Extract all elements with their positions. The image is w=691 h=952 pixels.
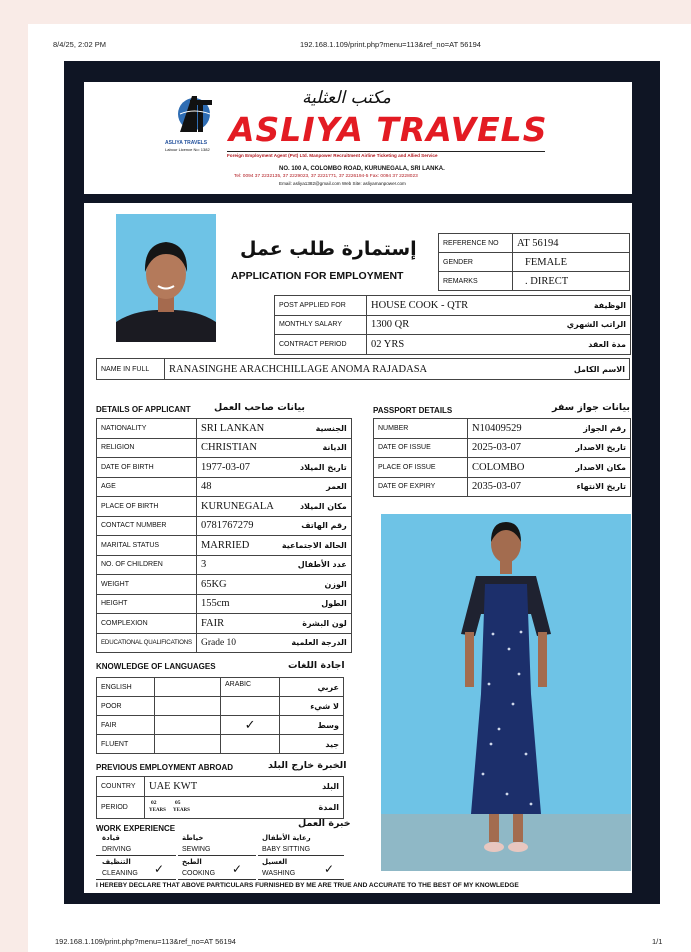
work-item-washing [258, 858, 344, 880]
name-label: NAME IN FULL [97, 359, 165, 380]
passport-table [373, 418, 631, 497]
passport-row [374, 419, 631, 439]
contract-label: CONTRACT PERIOD [275, 335, 367, 355]
age-label: AGE [97, 477, 197, 497]
height-arabic: الطول [278, 594, 351, 614]
nationality-label: NATIONALITY [97, 419, 197, 439]
salary-value: 1300 QR [367, 315, 528, 335]
sewing-arabic: خياطة [182, 834, 204, 842]
period-value-2: 05 [175, 800, 181, 806]
print-url: 192.168.1.109/print.php?menu=113&ref_no=AT 56194 [300, 40, 481, 49]
washing-label: WASHING [262, 870, 296, 877]
height-label: HEIGHT [97, 594, 197, 614]
country-label: COUNTRY [97, 777, 145, 797]
company-phones: Tel: 0094 37 2232135, 37 2229023, 37 2221771, 37 2226194-5 Fax: 0094 37 2228023 [234, 174, 418, 179]
period-arabic: المدة [276, 797, 343, 819]
religion-arabic: الديانة [278, 438, 351, 458]
reference-table [438, 233, 630, 291]
cleaning-arabic: التنظيف [102, 858, 131, 866]
detail-row [97, 633, 352, 653]
washing-check-mark: ✓ [324, 862, 335, 876]
dob-arabic: تاريخ الميلاد [278, 458, 351, 478]
applicant-full-body-photo [381, 514, 631, 871]
children-label: NO. OF CHILDREN [97, 555, 197, 575]
employment-table [96, 776, 344, 819]
nationality-arabic: الجنسية [278, 419, 351, 439]
complexion-value: FAIR [196, 614, 277, 634]
applicant-section-title-arabic: بيانات صاحب العمل [214, 402, 305, 413]
fluent-check [221, 735, 280, 754]
work-section-title-arabic: خبرة العمل [298, 818, 351, 829]
work-item-sewing [178, 834, 256, 856]
reference-no-value: AT 56194 [513, 234, 630, 253]
baby-sitting-arabic: رعاية الأطفال [262, 834, 311, 842]
company-header [84, 82, 632, 194]
languages-table [96, 677, 344, 754]
work-experience-grid [96, 834, 344, 880]
contact-label: CONTACT NUMBER [97, 516, 197, 536]
work-item-baby-sitting [258, 834, 344, 856]
english-column: ENGLISH [97, 678, 155, 697]
birthplace-arabic: مكان الميلاد [278, 497, 351, 517]
passport-row [374, 458, 631, 478]
age-value: 48 [196, 477, 277, 497]
expiry-arabic: تاريخ الانتهاء [550, 477, 630, 497]
company-address: NO. 100 A, COLOMBO ROAD, KURUNEGALA, SRI LANKA. [279, 166, 445, 172]
education-label: EDUCATIONAL QUALIFICATIONS [97, 633, 197, 653]
cleaning-check-mark: ✓ [154, 862, 165, 876]
form-title-arabic: إستمارة طلب عمل [240, 238, 417, 260]
applicant-portrait-photo [116, 214, 216, 342]
fair-label: FAIR [97, 716, 155, 735]
salary-row [275, 315, 631, 335]
education-arabic: الدرجة العلمية [278, 633, 351, 653]
employment-section-title: PREVIOUS EMPLOYMENT ABROAD [96, 763, 234, 772]
birthplace-label: PLACE OF BIRTH [97, 497, 197, 517]
remarks-value: . DIRECT [513, 272, 630, 291]
children-value: 3 [196, 555, 277, 575]
marital-arabic: الحالة الاجتماعية [278, 536, 351, 556]
language-header-row [97, 678, 344, 697]
passport-section-title: PASSPORT DETAILS [373, 406, 453, 415]
licence-number: Labour Licence No: 1382 [165, 147, 210, 152]
arabic-column: ARABIC [221, 678, 280, 697]
children-arabic: عدد الأطفال [278, 555, 351, 575]
gender-row [439, 253, 630, 272]
passport-section-title-arabic: بيانات جواز سفر [552, 402, 630, 413]
sewing-label: SEWING [182, 846, 211, 853]
work-item-cleaning [96, 858, 176, 880]
height-value: 155cm [196, 594, 277, 614]
name-row [97, 359, 630, 380]
period-label: PERIOD [97, 797, 145, 819]
contract-value: 02 YRS [367, 335, 528, 355]
dob-value: 1977-03-07 [196, 458, 277, 478]
company-name: ASLIYA TRAVELS [229, 110, 548, 149]
marital-value: MARRIED [196, 536, 277, 556]
driving-arabic: قيادة [102, 834, 120, 842]
contact-value: 0781767279 [196, 516, 277, 536]
company-tagline: Foreign Employment Agent (Pvt) Ltd. Manpower Recruitment Airline Ticketing and Allied Service [227, 153, 438, 158]
language-row [97, 697, 344, 716]
complexion-arabic: لون البشرة [278, 614, 351, 634]
expiry-label: DATE OF EXPIRY [374, 477, 468, 497]
applicant-table [96, 418, 352, 653]
gender-label: GENDER [439, 253, 513, 272]
name-value: RANASINGHE ARACHCHILLAGE ANOMA RAJADASA [165, 359, 545, 380]
applicant-section-title: DETAILS OF APPLICANT [96, 405, 191, 414]
complexion-label: COMPLEXION [97, 614, 197, 634]
weight-label: WEIGHT [97, 575, 197, 595]
name-table [96, 358, 630, 380]
poor-check [221, 697, 280, 716]
remarks-label: REMARKS [439, 272, 513, 291]
logo-caption: ASLIYA TRAVELS [165, 140, 208, 146]
issue-date-value: 2025-03-07 [468, 438, 551, 458]
fair-check-mark: ✓ [221, 716, 280, 735]
issue-place-label: PLACE OF ISSUE [374, 458, 468, 478]
dob-label: DATE OF BIRTH [97, 458, 197, 478]
detail-row [97, 575, 352, 595]
passport-number-arabic: رقم الجواز [550, 419, 630, 439]
issue-date-label: DATE OF ISSUE [374, 438, 468, 458]
period-unit-1: YEARS [149, 808, 166, 813]
cleaning-label: CLEANING [102, 870, 138, 877]
salary-label: MONTHLY SALARY [275, 315, 367, 335]
footer-url: 192.168.1.109/print.php?menu=113&ref_no=AT 56194 [55, 937, 236, 946]
washing-arabic: الغسيل [262, 858, 288, 866]
salary-arabic: الراتب الشهري [527, 315, 630, 335]
contact-arabic: رقم الهاتف [278, 516, 351, 536]
languages-section-title: KNOWLEDGE OF LANGUAGES [96, 662, 216, 671]
post-table [274, 295, 631, 355]
work-item-driving [96, 834, 176, 856]
languages-section-title-arabic: اجادة اللغات [288, 660, 345, 671]
post-label: POST APPLIED FOR [275, 296, 367, 316]
contract-arabic: مدة العقد [527, 335, 630, 355]
remarks-row [439, 272, 630, 291]
print-datetime: 8/4/25, 2:02 PM [53, 40, 106, 49]
detail-row [97, 419, 352, 439]
name-arabic: الاسم الكامل [545, 359, 630, 380]
language-row [97, 716, 344, 735]
post-arabic: الوظيفة [527, 296, 630, 316]
work-item-cooking [178, 858, 256, 880]
detail-row [97, 438, 352, 458]
company-email: Email: asliya1382@gmail.com Web Site: asliyamanpower.com [279, 181, 406, 186]
detail-row [97, 594, 352, 614]
passport-row [374, 438, 631, 458]
work-section-title: WORK EXPERIENCE [96, 824, 176, 833]
birthplace-value: KURUNEGALA [196, 497, 277, 517]
declaration: I HEREBY DECLARE THAT ABOVE PARTICULARS FURNISHED BY ME ARE TRUE AND ACCURATE TO THE BEST OF MY KNOWLEDGE [96, 882, 519, 889]
passport-row [374, 477, 631, 497]
cooking-check-mark: ✓ [232, 862, 243, 876]
poor-arabic: لا شيء [280, 697, 344, 716]
country-row [97, 777, 344, 797]
period-values [145, 797, 277, 819]
period-value-1: 02 [151, 800, 157, 806]
cooking-arabic: الطبخ [182, 858, 202, 866]
detail-row [97, 458, 352, 478]
post-value: HOUSE COOK - QTR [367, 296, 528, 316]
expiry-value: 2035-03-07 [468, 477, 551, 497]
detail-row [97, 516, 352, 536]
fluent-label: FLUENT [97, 735, 155, 754]
baby-sitting-label: BABY SITTING [262, 846, 311, 853]
marital-label: MARITAL STATUS [97, 536, 197, 556]
nationality-value: SRI LANKAN [196, 419, 277, 439]
employment-section-title-arabic: الخبرة خارج البلد [268, 760, 347, 771]
issue-date-arabic: تاريخ الاصدار [550, 438, 630, 458]
poor-label: POOR [97, 697, 155, 716]
detail-row [97, 614, 352, 634]
language-row [97, 735, 344, 754]
weight-arabic: الوزن [278, 575, 351, 595]
detail-row [97, 555, 352, 575]
passport-number-value: N10409529 [468, 419, 551, 439]
post-row [275, 296, 631, 316]
header-divider [227, 151, 545, 152]
issue-place-value: COLOMBO [468, 458, 551, 478]
period-row [97, 797, 344, 819]
country-value: UAE KWT [145, 777, 277, 797]
education-value: Grade 10 [196, 633, 277, 653]
company-logo [170, 92, 214, 136]
contract-row [275, 335, 631, 355]
gender-value: FEMALE [513, 253, 630, 272]
detail-row [97, 497, 352, 517]
fair-arabic: وسط [280, 716, 344, 735]
arabic-column-arabic: عربي [280, 678, 344, 697]
religion-label: RELIGION [97, 438, 197, 458]
footer-page-number: 1/1 [652, 937, 663, 946]
detail-row [97, 477, 352, 497]
passport-number-label: NUMBER [374, 419, 468, 439]
country-arabic: البلد [276, 777, 343, 797]
weight-value: 65KG [196, 575, 277, 595]
period-unit-2: YEARS [173, 808, 190, 813]
reference-no-label: REFERENCE NO [439, 234, 513, 253]
issue-place-arabic: مكان الاصدار [550, 458, 630, 478]
age-arabic: العمر [278, 477, 351, 497]
detail-row [97, 536, 352, 556]
fluent-arabic: جيد [280, 735, 344, 754]
religion-value: CHRISTIAN [196, 438, 277, 458]
company-arabic-name: مكتب العثلية [302, 88, 391, 108]
form-title: APPLICATION FOR EMPLOYMENT [231, 270, 404, 282]
reference-row [439, 234, 630, 253]
cooking-label: COOKING [182, 870, 216, 877]
driving-label: DRIVING [102, 846, 132, 853]
